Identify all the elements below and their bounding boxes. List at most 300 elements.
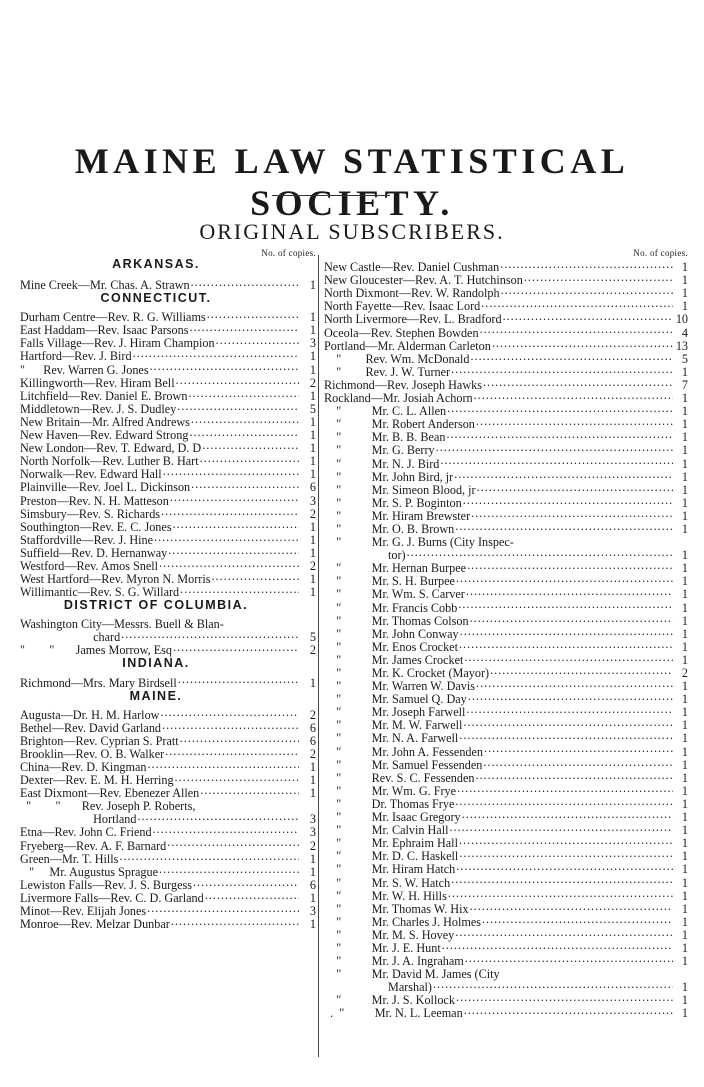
copies-count: 1 [681,783,688,798]
dot-leader [490,664,673,677]
subscriber-name [324,955,464,968]
copies-count: 5 [681,351,688,366]
copies-count: 5 [309,401,316,416]
dot-leader [451,363,673,376]
subscriber-name [324,929,454,942]
dot-leader [178,673,299,686]
subscriber-name [20,547,167,560]
ditto-mark: " [324,876,372,890]
dot-leader [464,651,673,664]
dot-leader [477,481,673,494]
copies-count: 1 [309,851,316,866]
subscriber-name-text: Rev. Joseph P. Roberts, [81,800,196,814]
subscriber-name-text: Falls Village—Rev. J. Hiram Champion [20,337,215,351]
subscriber-entry [20,706,316,722]
dot-leader [480,323,673,336]
dot-leader [148,758,300,771]
copies-count: 1 [681,404,688,419]
dot-leader [207,308,299,321]
dot-leader [465,952,673,965]
ditto-mark: " [324,955,372,969]
dot-leader [456,991,673,1004]
copies-count: 1 [681,391,688,406]
dot-leader [175,771,299,784]
subscriber-name [324,994,455,1007]
ditto-mark: " [324,444,372,458]
copies-count: 1 [309,917,316,932]
subscriber-name [20,813,136,826]
ditto-mark: " [324,614,372,628]
dot-leader [457,782,673,795]
ditto-mark: " [324,457,372,471]
subscriber-name-text: Mr. Simeon Blood, jr [371,483,476,497]
subscriber-name [324,313,502,326]
subscriber-name-text: Mine Creek—Mr. Chas. A. Strawn [20,279,190,293]
dot-leader [150,360,299,373]
copies-count: 1 [681,927,688,942]
subscriber-name [324,379,482,392]
dot-leader [159,863,299,876]
ditto-mark: " [324,627,372,641]
copies-count: 3 [309,825,316,840]
subscriber-list-right [324,258,688,1021]
subscriber-name-text: Mr. John A. Fessenden [371,745,484,759]
subscriber-name [324,615,469,628]
dot-leader [442,939,673,952]
subscriber-name-text: chard [93,631,121,645]
copies-count: 1 [309,323,316,338]
subscriber-name [324,523,454,536]
copies-count: 1 [681,993,688,1008]
ditto-mark: " [324,928,372,942]
ditto-mark: " [324,509,372,523]
dot-leader [476,415,673,428]
subscriber-name [324,719,462,732]
subscriber-name [20,468,162,481]
dot-leader [470,612,673,625]
subscriber-name [324,327,479,340]
subscriber-name [20,722,161,735]
dot-leader [189,321,299,334]
ditto-mark: " [324,562,372,576]
subscriber-name [20,866,158,879]
copies-count: 1 [309,362,316,377]
subscriber-name-text: Mr. Ephraim Hall [371,837,458,851]
subscriber-name [20,442,201,455]
copies-count: 1 [681,940,688,955]
copies-count: 3 [309,812,316,827]
ditto-mark: " [324,588,372,602]
dot-leader [464,1004,673,1017]
subscriber-name-text: Mr. D. C. Haskell [371,850,459,864]
subscriber-name [20,534,153,547]
subscriber-name-text: Durham Centre—Rev. R. G. Williams [20,311,206,325]
ditto-mark: " [324,483,372,497]
ditto-mark: " [324,784,372,798]
copies-count: 2 [309,375,316,390]
subscriber-name-text: Mr. M. S. Hovey [371,928,455,942]
copies-count: 1 [681,757,688,772]
ditto-mark: " [324,771,372,785]
dot-leader [193,876,299,889]
dot-leader [176,374,299,387]
ditto-mark [20,631,93,644]
copies-count: 1 [681,495,688,510]
copies-count: 1 [681,770,688,785]
dot-leader [484,742,673,755]
copies-count: 1 [309,890,316,905]
copies-count: 1 [309,467,316,482]
state-heading: ARKANSAS. [112,257,200,271]
subscriber-name-text: New Gloucester—Rev. A. T. Hutchinson [324,274,523,288]
copies-count: 1 [681,469,688,484]
dot-leader [456,572,673,585]
subscriber-name-text: Staffordville—Rev. J. Hine [20,533,154,547]
subscriber-name [20,905,146,918]
dot-leader [173,518,299,531]
dot-leader [501,284,673,297]
dot-leader [463,494,673,507]
ditto-mark: " [324,431,372,445]
subscriber-name-text: Dexter—Rev. E. M. H. Herring [20,774,174,788]
dot-leader [460,625,673,638]
dot-leader [433,978,673,991]
ditto-mark: " [324,405,372,419]
ditto-mark: " [324,719,372,733]
subscriber-name-text: Suffield—Rev. D. Hernanway [20,546,168,560]
ditto-mark: " [324,797,372,811]
subscriber-name-text: Mr. W. H. Hills [371,889,447,903]
ditto-mark: " [324,640,372,654]
subscriber-name-text: North Livermore—Rev. L. Bradford [324,313,502,327]
subscriber-name-text: Mr. Hernan Burpee [371,562,467,576]
subscriber-name [324,798,454,811]
ditto-mark: " [324,732,372,746]
dot-leader [449,821,673,834]
subscriber-name-text: North Norfolk—Rev. Luther B. Hart [20,455,199,469]
ditto-mark [324,549,388,562]
subscriber-name [324,746,483,759]
ditto-mark: " " [20,644,76,658]
copies-count: 3 [309,493,316,508]
copies-count: 1 [681,587,688,602]
copies-count: 1 [681,652,688,667]
subscriber-entry [20,276,316,293]
ditto-mark: " [324,994,372,1008]
subscriber-name-text: Mr. J. E. Hunt [371,941,441,955]
subscriber-name [20,390,187,403]
subscriber-name [324,850,458,863]
dot-leader [165,745,299,758]
dot-leader [475,769,673,782]
subscriber-name-text: Mr. Samuel Fessenden [371,758,483,772]
ditto-mark: " [324,706,372,720]
subscriber-name-text: East Dixmont—Rev. Ebenezer Allen [20,787,200,801]
subscriber-name [20,403,176,416]
ditto-mark: " [324,522,372,536]
dot-leader [455,926,673,939]
subscriber-name-text: Rev. Wm. McDonald [365,352,470,366]
subscriber-name [20,416,190,429]
ditto-mark: . " [324,1007,375,1021]
subscriber-name-text: Mr. Wm. G. Frye [371,784,457,798]
copies-count: 1 [681,823,688,838]
dot-leader [147,902,299,915]
copies-count: 1 [681,508,688,523]
subscriber-name-text: Mr. Hiram Hatch [371,863,456,877]
subscriber-name-text: James Morrow, Esq [75,644,173,658]
subscriber-name-text: Washington City—Messrs. Buell & Blan- [20,618,224,632]
ditto-mark: " [324,496,372,510]
subscriber-name-text: Mr. Wm. S. Carver [371,588,465,602]
copies-count: 1 [681,364,688,379]
subscriber-name-text: Mr. Francis Cobb [371,601,458,615]
subscriber-name-text: Middletown—Rev. J. S. Dudley [20,402,177,416]
copies-count: 1 [681,862,688,877]
copies-count: 5 [309,630,316,645]
dot-leader [500,258,673,271]
ditto-mark: " [324,902,372,916]
subscriber-name [324,431,445,444]
subscriber-name-text: Rev. Warren G. Jones [43,363,149,377]
dot-leader [458,598,673,611]
copies-count: 1 [681,718,688,733]
subscriber-name-text: Southington—Rev. E. C. Jones [20,520,172,534]
dot-leader [407,546,673,559]
ditto-mark: " [324,811,372,825]
subscriber-name [324,811,461,824]
subscriber-name-text: Mr. Warren W. Davis [371,680,476,694]
ditto-mark: " [20,865,50,879]
subscriber-name [324,785,456,798]
ditto-mark: " [324,601,372,615]
subscriber-name [324,706,465,719]
subscriber-name-text: Richmond—Mrs. Mary Birdsell [20,676,177,690]
ditto-mark: " [324,575,372,589]
subscriber-name [324,588,465,601]
subscriber-name [20,918,170,931]
ditto-mark: " [324,837,372,851]
dot-leader [482,913,673,926]
copies-count: 1 [309,414,316,429]
ditto-mark: " [324,968,372,982]
state-heading: DISTRICT OF COLUMBIA. [63,598,249,613]
copies-count: 6 [309,733,316,748]
copies-count: 6 [309,480,316,495]
copies-count: 4 [681,325,688,340]
subscriber-name [324,366,450,379]
subscriber-name [324,981,432,994]
copies-count: 1 [681,888,688,903]
copies-count: 1 [681,417,688,432]
subscriber-name [324,549,406,562]
subscriber-name-text: Brooklin—Rev. O. B. Walker [20,747,165,761]
copies-count: 1 [681,914,688,929]
copies-count: 1 [681,810,688,825]
copies-count: 1 [309,519,316,534]
dot-leader [160,706,299,719]
subscriber-name-text: Lewiston Falls—Rev. J. S. Burgess [20,878,192,892]
subscriber-name-text: Mr. G. J. Burns (City Inspec- [371,536,514,550]
copies-count: 1 [309,349,316,364]
subscriber-name [324,877,450,890]
subscriber-entry [20,308,316,325]
subscriber-name [20,761,147,774]
subscriber-name [324,680,475,693]
subscriber-name [20,521,172,534]
subscriber-entry [20,615,316,632]
subscriber-name [324,353,469,366]
ditto-mark [20,813,93,826]
page-title: MAINE LAW STATISTICAL SOCIETY. [74,141,630,223]
subscriber-name-text: Preston—Rev. N. H. Matteson [20,494,169,508]
subscriber-name-text: Hortland [93,813,137,827]
subscriber-name [324,340,491,353]
copies-count: 1 [681,443,688,458]
subscriber-name [324,1007,463,1020]
copies-count: 1 [309,572,316,587]
copies-count: 1 [309,441,316,456]
copies-count: 2 [681,666,688,680]
subscriber-name [324,300,480,313]
copies-count: 1 [309,786,316,801]
subscriber-name-text: Monroe—Rev. Melzar Dunbar [20,918,170,932]
copies-count: 1 [309,428,316,443]
dot-leader [466,585,673,598]
state-heading: MAINE. [129,688,183,703]
copies-count: 1 [309,454,316,469]
dot-leader [483,376,673,389]
dot-leader [467,559,673,572]
copies-count: 1 [681,521,688,536]
subscriber-name-text: New London—Rev. T. Edward, D. D [20,442,202,456]
copies-count: 1 [309,310,316,325]
subscriber-name [324,667,489,680]
subscriber-name [324,732,458,745]
subscriber-name [324,575,455,588]
dot-leader [173,641,299,654]
subscriber-name [324,890,447,903]
subscriber-entry [324,258,688,275]
subscriber-name [324,641,458,654]
subscriber-name [20,774,174,787]
ditto-mark: " [324,863,372,877]
ditto-mark: " [324,418,372,432]
ditto-mark: " [324,758,372,772]
ditto-mark: " [324,653,372,667]
subscriber-name [324,444,435,457]
copies-count: 1 [681,286,688,301]
ditto-mark: " [324,470,372,484]
copies-count: 1 [309,773,316,788]
subscriber-name-text: Richmond—Rev. Joseph Hawks [324,378,482,392]
ditto-mark: " [20,363,44,377]
subscriber-name-text: Mr. Samuel Q. Day [371,693,467,707]
subscriber-name [20,481,190,494]
copies-count: 1 [681,260,688,275]
title-rule [272,195,390,196]
subscriber-name [20,787,199,800]
subscriber-name-text: Mr. J. A. Ingraham [371,955,464,969]
dot-leader [159,557,299,570]
subscriber-name-text: Green—Mr. T. Hills [20,852,119,866]
ditto-mark: " [324,693,372,707]
subscriber-name-text: Plainville—Rev. Joel L. Dickinson [20,481,191,495]
copies-count: 1 [309,585,316,600]
copies-count: 2 [309,707,316,722]
subscriber-name-text: Mr. G. Berry [371,444,435,458]
copies-count: 1 [309,545,316,560]
subscriber-name-text: Mr. C. L. Allen [371,405,447,419]
subscriber-name-text: Mr. B. B. Bean [371,431,446,445]
copies-count: 1 [681,482,688,497]
copies-count: 1 [681,430,688,445]
subscriber-name [20,560,158,573]
subscriber-name-text: Mr. Charles J. Holmes [371,915,481,929]
subscriber-name [324,471,453,484]
subscriber-name-text: Mr. N. J. Bird [371,457,440,471]
dot-leader [188,387,299,400]
subscriber-name-text: Portland—Mr. Alderman Carleton [324,339,491,353]
ditto-mark: " [324,667,372,680]
dot-leader [202,439,299,452]
dot-leader [133,347,299,360]
state-heading: CONNECTICUT. [100,291,212,306]
subscriber-name [324,602,457,615]
subscriber-name-text: Mr. Hiram Brewster [371,509,471,523]
copies-count: 1 [681,626,688,641]
dot-leader [448,887,673,900]
subscriber-name [324,654,463,667]
dot-leader [200,784,299,797]
dot-leader [481,297,673,310]
dot-leader [474,389,673,402]
copies-count: 1 [681,639,688,654]
dot-leader [462,808,673,821]
subscriber-name-text: Mr. S. W. Hatch [371,876,451,890]
subscriber-name-text: Rev. S. C. Fessenden [371,771,475,785]
subscriber-name [324,562,466,575]
ditto-mark: " [324,824,372,838]
subscriber-name [324,837,458,850]
subscriber-name [324,824,448,837]
subscriber-name [20,429,188,442]
subscriber-name [20,350,132,363]
subscriber-name-text: Mr. Thomas W. Hix [371,902,469,916]
copies-header: No. of copies. [633,248,688,258]
subscriber-name [324,405,446,418]
subscriber-name-text: Livermore Falls—Rev. C. D. Garland [20,891,204,905]
dot-leader [163,465,299,478]
subscriber-name-text: Mr. S. H. Burpee [371,575,455,589]
subscriber-name-text: East Haddam—Rev. Isaac Parsons [20,324,189,338]
ditto-mark: " [324,850,372,864]
copies-count: 1 [309,675,316,690]
subscriber-name-text: Etna—Rev. John C. Friend [20,826,152,840]
subscriber-name-text: North Fayette—Rev. Isaac Lord [324,300,481,314]
subscriber-name [20,748,164,761]
subscriber-name-text: Norwalk—Rev. Edward Hall [20,468,162,482]
copies-count: 6 [309,877,316,892]
dot-leader [447,402,673,415]
subscriber-name-text: New Castle—Rev. Daniel Cushman [324,261,500,275]
subscriber-name [324,693,467,706]
subscriber-list-left [20,257,316,932]
dot-leader [161,505,299,518]
left-column [20,248,316,932]
subscriber-name-text: Mr. John Conway [371,627,459,641]
subscriber-name-text: Minot—Rev. Elijah Jones [20,905,147,919]
